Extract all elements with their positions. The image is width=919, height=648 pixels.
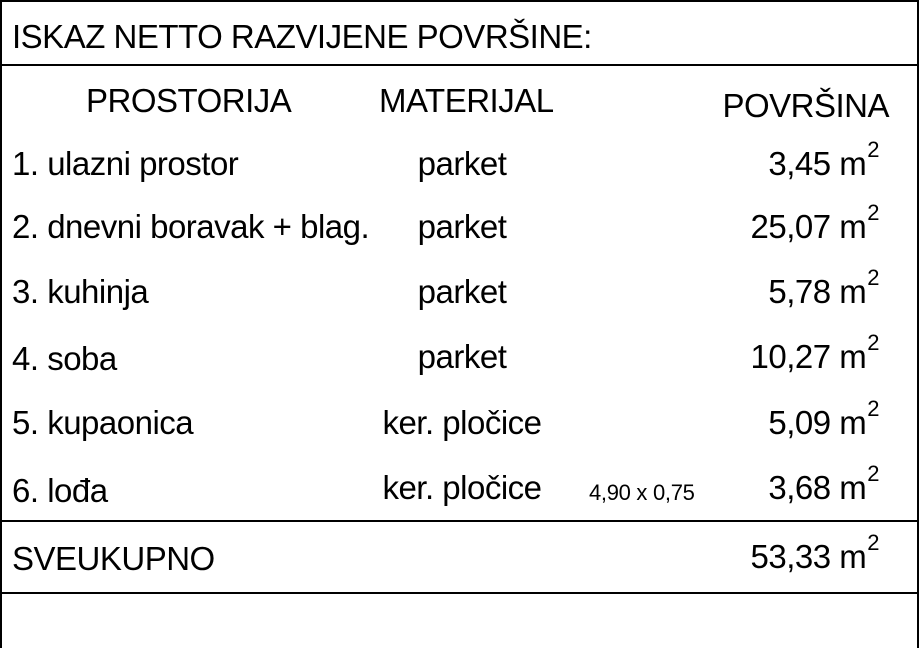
row-2-area: 25,07 $m^2$ bbox=[750, 200, 879, 245]
row-2-material: parket bbox=[417, 208, 507, 245]
row-1-area: 3,45 $m^2$ bbox=[768, 137, 879, 182]
row-4-material: parket bbox=[417, 338, 507, 375]
row-6-dimensions-note: 4,90 x 0,75 bbox=[589, 480, 695, 505]
row-4-area: 10,27 $m^2$ bbox=[750, 330, 879, 375]
table-title: ISKAZ NETTO RAZVIJENE POVRŠINE: bbox=[12, 18, 592, 55]
total-label: SVEUKUPNO bbox=[12, 540, 215, 577]
header-material: MATERIJAL bbox=[379, 82, 554, 119]
row-1-room: 1. ulazni prostor bbox=[12, 145, 239, 182]
row-3-material: parket bbox=[417, 273, 507, 310]
row-5-material: ker. pločice bbox=[382, 404, 542, 441]
row-6-material: ker. pločice bbox=[382, 469, 542, 506]
bottom-divider bbox=[2, 592, 917, 594]
row-5-area: 5,09 $m^2$ bbox=[768, 396, 879, 441]
total-area: 53,33 $m^2$ bbox=[750, 530, 879, 575]
total-divider bbox=[2, 520, 917, 522]
row-1-material: parket bbox=[417, 145, 507, 182]
row-5-room: 5. kupaonica bbox=[12, 404, 194, 441]
row-3-room: 3. kuhinja bbox=[12, 273, 149, 310]
row-6-room: 6. lođa bbox=[12, 472, 108, 509]
row-4-room: 4. soba bbox=[12, 340, 117, 377]
row-6-area: 3,68 $m^2$ bbox=[768, 461, 879, 506]
row-2-room: 2. dnevni boravak + blag. bbox=[12, 208, 370, 245]
header-area: POVRŠINA bbox=[722, 87, 889, 124]
header-room: PROSTORIJA bbox=[86, 82, 292, 119]
row-3-area: 5,78 $m^2$ bbox=[768, 265, 879, 310]
title-divider bbox=[2, 64, 917, 66]
